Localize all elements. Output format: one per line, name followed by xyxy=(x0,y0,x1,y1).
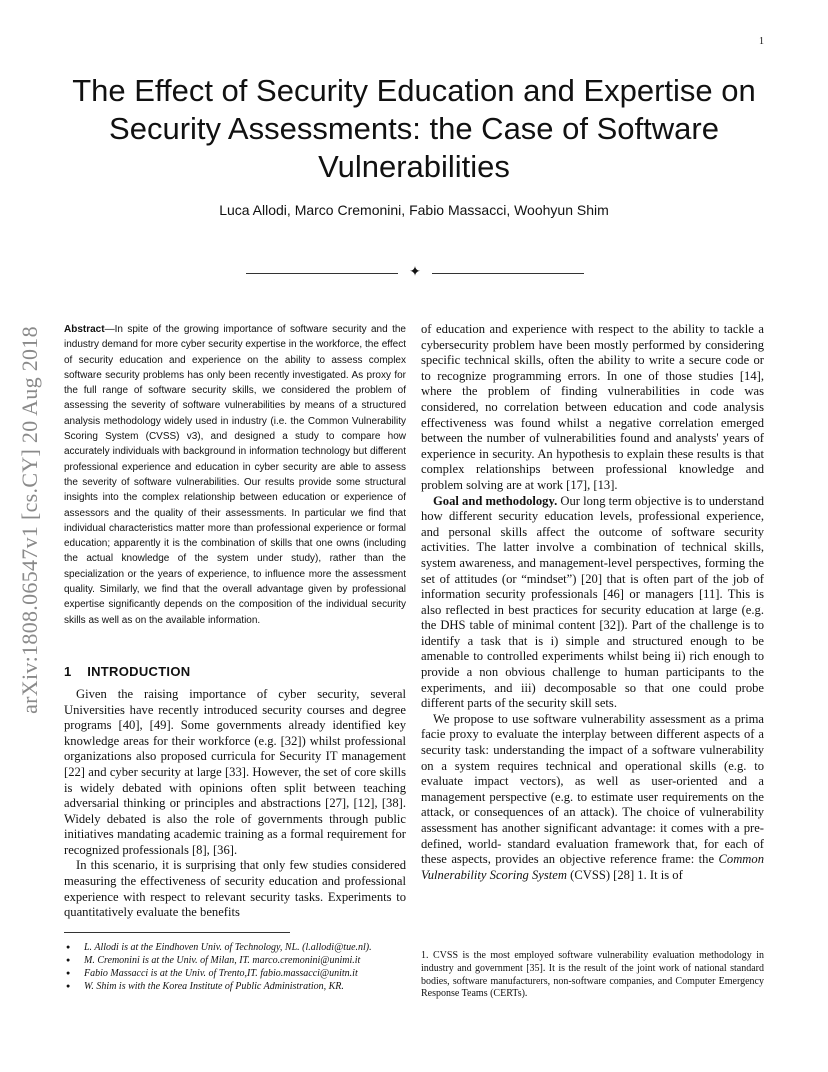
divider-star-icon: ✦ xyxy=(409,264,421,280)
footnote-rule xyxy=(64,932,290,933)
goal-label: Goal and methodology. xyxy=(433,493,558,508)
arxiv-stamp xyxy=(12,280,48,760)
author-list: Luca Allodi, Marco Cremonini, Fabio Massacci, Woohyun Shim xyxy=(219,202,609,218)
divider-line-right xyxy=(432,273,584,274)
paper-title: The Effect of Security Education and Expertise on Security Assessments: the Case of Software Vulnerabilities xyxy=(72,73,756,184)
affiliation-item[interactable]: ● M. Cremonini is at the Univ. of Milan, IT. marco.cremonini@unimi.it xyxy=(64,954,424,967)
abstract-text: —In spite of the growing importance of software security and the industry demand for more cyber security expertise in the workforce, the effect of security education and experience on the ability to assess complex software security problems has only been recently investigated. As proxy for the full range of software security skills, we considered the problem of assessing the severity of software vulnerabilities by means of a structured analysis methodology widely used in industry (i.e. the Common Vulnerability Scoring System (CVSS) v3), and designed a study to compare how accurately individuals with background in information technology but different professional experience and education in cyber security are able to assess the severity of software vulnerabilities. Our results provide some structural insights into the complex relationship between education or experience of assessors and the quality of their assessments. In particular we find that individual characteristics matter more than professional experience or formal education; apparently it is the combination of skills that one owns (including the actual knowledge of the system under study), rather than the specialization or the years of experience, to influence more the assessment quality. Similarly, we find that the overall advantage given by professional expertise significantly depends on the composition of the individual security skills as well as on the available information. xyxy=(64,324,406,626)
affiliation-item[interactable]: ● Fabio Massacci is at the Univ. of Trento,IT. fabio.massacci@unitn.it xyxy=(64,967,424,980)
author-affiliations xyxy=(64,941,424,993)
proposal-tail: (CVSS) [28] 1. It is of xyxy=(570,867,683,882)
arxiv-stamp-text: arXiv:1808.06547v1 [cs.CY] 20 Aug 2018 xyxy=(17,326,42,714)
left-column xyxy=(64,322,406,921)
footnote-cvss: 1. CVSS is the most employed software vulnerability evaluation methodology in industry and government [35]. It is the result of the joint work of national standard bodies, software manufacturers, non-software companies, and Computer Emergency Response Teams (CERTs). xyxy=(421,950,764,1000)
title-divider xyxy=(246,266,584,280)
section-number: 1 xyxy=(64,663,72,679)
cvss-italic: Common Vulnerability Scoring System xyxy=(421,852,764,882)
section-title: INTRODUCTION xyxy=(87,663,191,679)
right-column xyxy=(421,322,764,883)
goal-paragraph xyxy=(421,494,764,712)
abstract-label: Abstract xyxy=(64,324,105,335)
goal-text: Our long term objective is to understand how different security education levels, professional experience, and personal skills affect the outcome of software security activities. The latter involve a combination of technical skills, system awareness, and management-level perspectives, forming the set of attitudes (or “mindset”) [20] that is often part of the job of information security professionals [46] or managers [11]. This is also reflected in best practices for security education at large (e.g. the DHS table of minimal content [32]). Part of the challenge is to identify a task that is i) simple and structured enough to be amenable to controlled experiments whilst being ii) rich enough to provide a non obvious challenge to human participants to the experiments, and iii) decomposable so that one could probe different parts of the security skill sets. xyxy=(421,493,764,711)
right-paragraph-1: of education and experience with respect to the ability to tackle a cybersecurity problem have been mostly performed by considering specific technical skills, often the ability to write a secure code or to recognize programming errors. In one of those studies [14], where the problem of finding vulnerabilities in code was considered, no correlation between education and code analysis effectiveness was found whilst a negative correlation emerged between the number of vulnerabilities found and analysts' years of experience in security. An hypothesis to explain these results is that complex relationships between professional knowledge and problem solving are at work [17], [13]. xyxy=(421,322,764,492)
proposal-text: We propose to use software vulnerability assessment as a prima facie proxy to evaluate the interplay between different aspects of a security task: understanding the impact of a software vulnerability on a system requires technical and operational skills (e.g. to evaluate impact vectors), as well as user-oriented and a management perspective (e.g. to estimate user requirements on the attack, or consequences of an attack). The choice of vulnerability assessment has another significant advantage: it comes with a pre-defined, world- standard evaluation framework that, for each of these aspects, provides an objective reference frame: the xyxy=(421,711,764,867)
affiliation-item[interactable]: ● L. Allodi is at the Eindhoven Univ. of Technology, NL. (l.allodi@tue.nl). xyxy=(64,941,424,954)
intro-paragraph-2: In this scenario, it is surprising that only few studies considered measuring the effectiveness of security education and professional experience with respect to relevant security tasks. Experiments to quantitatively evaluate the benefits xyxy=(64,858,406,920)
section-heading xyxy=(64,664,406,679)
divider-line-left xyxy=(246,273,398,274)
page-number: 1 xyxy=(759,36,764,47)
affiliation-item: ● W. Shim is with the Korea Institute of Public Administration, KR. xyxy=(64,980,424,993)
abstract xyxy=(64,322,406,628)
intro-paragraph-1: Given the raising importance of cyber security, several Universities have recently introduced security courses and degree programs [40], [49]. Some governments already identified key knowledge areas for their workforce (e.g. [32]) whilst professional organizations also proposed curricula for Security IT management [22] and cyber security at large [33]. However, the set of core skills is widely debated with opinions often split between teaching adversarial thinking or principles and abstractions [27], [12], [38]. Widely debated is also the role of governments through public initiatives mandating academic training as a formal requirement for recognized professionals [8], [36]. xyxy=(64,686,406,857)
proposal-paragraph xyxy=(421,712,764,884)
